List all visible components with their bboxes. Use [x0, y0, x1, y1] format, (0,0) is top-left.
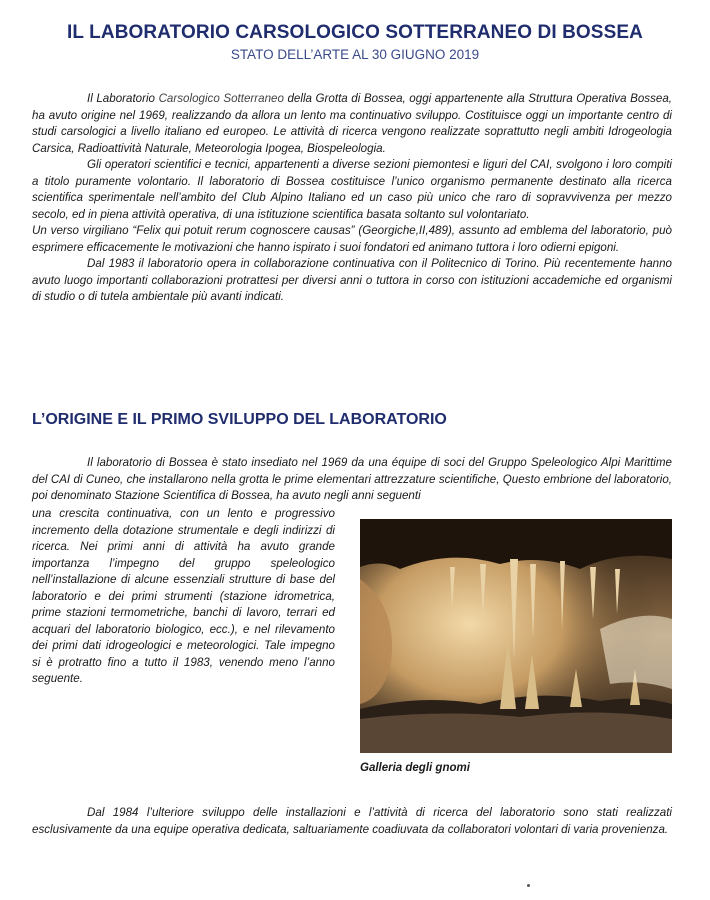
- page-mark: [527, 884, 530, 887]
- intro-paragraph-1: Il Laboratorio Carsologico Sotterraneo della Grotta di Bossea, oggi appartenente alla Struttura Operativa Bossea, ha avuto origine nel 1969, realizzando da allora un lento ma continuativo sviluppo. Costituisce oggi un importante centro di studi carsologici a livello italiano ed europeo. Le attività di ricerca vengono realizzate soprattutto negli ambiti Idrogeologia Carsica, Radioattività Naturale, Meteorologia Ipogea, Biospeleologia.: [32, 92, 672, 155]
- intro-paragraph-3: Un verso virgiliano “Felix qui potuit rerum cognoscere causas” (Georgiche,II,489), assunto ad emblema del laboratorio, può esprimere efficacemente le motivazioni che hanno ispirato i suoi fondatori ed animano tuttora i loro odierni epigoni.: [32, 224, 672, 254]
- photo-caption: Galleria degli gnomi: [360, 762, 470, 774]
- page-subtitle: STATO DELL’ARTE AL 30 GIUGNO 2019: [230, 47, 480, 62]
- intro-paragraph-2: Gli operatori scientifici e tecnici, appartenenti a diverse sezioni piemontesi e liguri del CAI, svolgono i loro compiti a titolo puramente volontario. Il laboratorio di Bossea costituisce l’unico organismo permanente destinato alla ricerca scientifica sperimentale nell’ambito del Club Alpino Italiano ed un caso più unico che raro di sopravvivenza per mezzo secolo, ed in piena attività operativa, di una istituzione scientifica basata soltanto sul volontariato.: [32, 158, 672, 221]
- intro-text: [32, 91, 672, 306]
- section-paragraph-1: Il laboratorio di Bossea è stato insediato nel 1969 da una équipe di soci del Gruppo Speleologico Alpi Marittime del CAI di Cuneo, che installarono nella grotta le prime elementari attrezzature scientifiche, Questo embrione del laboratorio, poi denominato Stazione Scientifica di Bossea, ha avuto negli anni seguenti: [32, 456, 672, 502]
- section-paragraph-1-continued: una crescita continuativa, con un lento e progressivo incremento della dotazione strumentale e degli indirizzi di ricerca. Nei primi anni di attività ha avuto grande importanza l’impegno del gruppo speleologico nell’installazione di alcune essenziali strutture di base del laboratorio e dei primi strumenti (stazione idrometrica, prime stazioni termometriche, banchi di lavoro, terrari ed acquari del laboratorio biologico, ecc.), e nel rilevamento dei primi dati idrogeologici e meteorologici. Tale impegno si è protratto fino a tutto il 1983, venendo meno l’anno seguente.: [32, 507, 335, 685]
- intro-paragraph-4: Dal 1983 il laboratorio opera in collaborazione continuativa con il Politecnico di Torino. Più recentemente hanno avuto luogo importanti collaborazioni protrattesi per diversi anni o tuttora in corso con istituzioni accademiche ed organismi di studio o di tutela ambientale più avanti indicati.: [32, 257, 672, 303]
- cave-photo: [360, 519, 672, 753]
- page-title: IL LABORATORIO CARSOLOGICO SOTTERRANEO DI BOSSEA: [67, 22, 643, 43]
- cave-gallery-image: [360, 519, 672, 753]
- section-heading: L’ORIGINE E IL PRIMO SVILUPPO DEL LABORATORIO: [32, 411, 447, 428]
- section-paragraph-2: Dal 1984 l’ulteriore sviluppo delle installazioni e l’attività di ricerca del laboratorio sono stati realizzati esclusivamente da una equipe operativa dedicata, saltuariamente coadiuvata da collaboratori volontari di varia provenienza.: [32, 806, 672, 836]
